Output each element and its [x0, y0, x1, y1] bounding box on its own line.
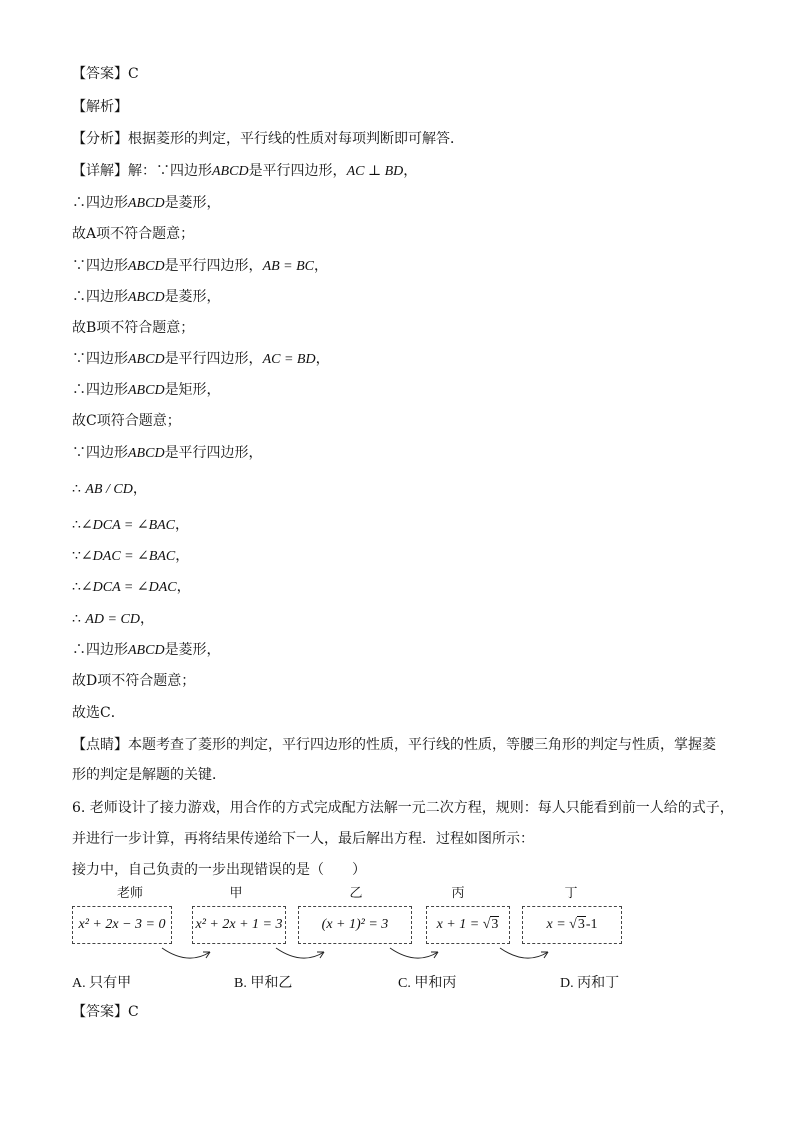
- q5-line15: ∴ AD = CD，: [72, 611, 154, 627]
- box-teacher: x² + 2x − 3 = 0: [72, 906, 172, 944]
- option-d[interactable]: D. 丙和丁: [560, 976, 620, 991]
- q5-detail-line1: 【详解】解：∵四边形ABCD是平行四边形，AC ⊥ BD，: [72, 163, 418, 179]
- option-a[interactable]: A. 只有甲: [72, 976, 132, 991]
- box-ding: x = √3 -1: [522, 906, 622, 944]
- q5-line6: 故B项不符合题意；: [72, 320, 195, 336]
- relay-diagram: [72, 882, 632, 962]
- q5-line3: 故A项不符合题意；: [72, 226, 195, 242]
- option-c[interactable]: C. 甲和丙: [398, 976, 457, 991]
- q5-dianjing-2: 形的判定是解题的关键．: [72, 767, 226, 783]
- q5-line5: ∴四边形ABCD是菱形，: [72, 289, 221, 305]
- box-yi: (x + 1)² = 3: [298, 906, 412, 944]
- arrow-icon-4: [496, 944, 556, 966]
- option-b[interactable]: B. 甲和乙: [234, 976, 293, 991]
- q6-stem-2: 并进行一步计算，再将结果传递给下一人，最后解出方程．过程如图所示：: [72, 831, 534, 847]
- analysis-label: 解析: [86, 99, 114, 115]
- q5-line16: ∴四边形ABCD是菱形，: [72, 642, 221, 658]
- arrow-icon-2: [272, 944, 332, 966]
- sqrt-ding: √3: [569, 917, 585, 932]
- q5-dianjing-1: 【点睛】本题考查了菱形的判定，平行四边形的性质，平行线的性质，等腰三角形的判定与性质，掌握菱: [72, 737, 716, 753]
- label-teacher: 老师: [116, 885, 143, 900]
- box-jia: x² + 2x + 1 = 3: [192, 906, 286, 944]
- q6-stem-3: 接力中，自己负责的一步出现错误的是（ ）: [72, 862, 366, 878]
- label-jia: 甲: [229, 885, 243, 900]
- q5-analysis-heading: 【解析】: [72, 99, 128, 115]
- q5-line2: ∴四边形ABCD是菱形，: [72, 195, 221, 211]
- label-ding: 丁: [564, 885, 578, 900]
- q5-line18: 故选C．: [72, 705, 125, 721]
- arrow-icon-1: [158, 944, 218, 966]
- label-bing: 丙: [451, 885, 465, 900]
- box-bing: x + 1 = √3: [426, 906, 510, 944]
- q6-stem-1: 6. 老师设计了接力游戏，用合作的方式完成配方法解一元二次方程，规则：每人只能看到前一人给的式子，: [72, 800, 734, 816]
- q5-fenxi: 【分析】根据菱形的判定，平行线的性质对每项判断即可解答．: [72, 131, 464, 147]
- arrow-icon-3: [386, 944, 446, 966]
- q6-options: [72, 972, 692, 992]
- label-yi: 乙: [349, 885, 363, 900]
- q5-line8: ∴四边形ABCD是矩形，: [72, 382, 221, 398]
- q5-line10: ∵四边形ABCD是平行四边形，: [72, 445, 263, 461]
- q5-line11: ∴ AB / CD，: [72, 481, 147, 497]
- q5-line7: ∵四边形ABCD是平行四边形，AC = BD，: [72, 351, 330, 367]
- q5-answer: 【答案】C: [72, 66, 139, 82]
- q6-answer: 【答案】C: [72, 1004, 139, 1020]
- q5-line9: 故C项符合题意；: [72, 413, 181, 429]
- q5-line17: 故D项不符合题意；: [72, 673, 196, 689]
- q5-line13: ∵∠DAC = ∠BAC，: [72, 548, 190, 564]
- q5-line12: ∴∠DCA = ∠BAC，: [72, 517, 190, 533]
- q5-line14: ∴∠DCA = ∠DAC，: [72, 579, 191, 595]
- sqrt-bing: √3: [482, 917, 499, 932]
- q5-line4: ∵四边形ABCD是平行四边形，AB = BC，: [72, 258, 329, 274]
